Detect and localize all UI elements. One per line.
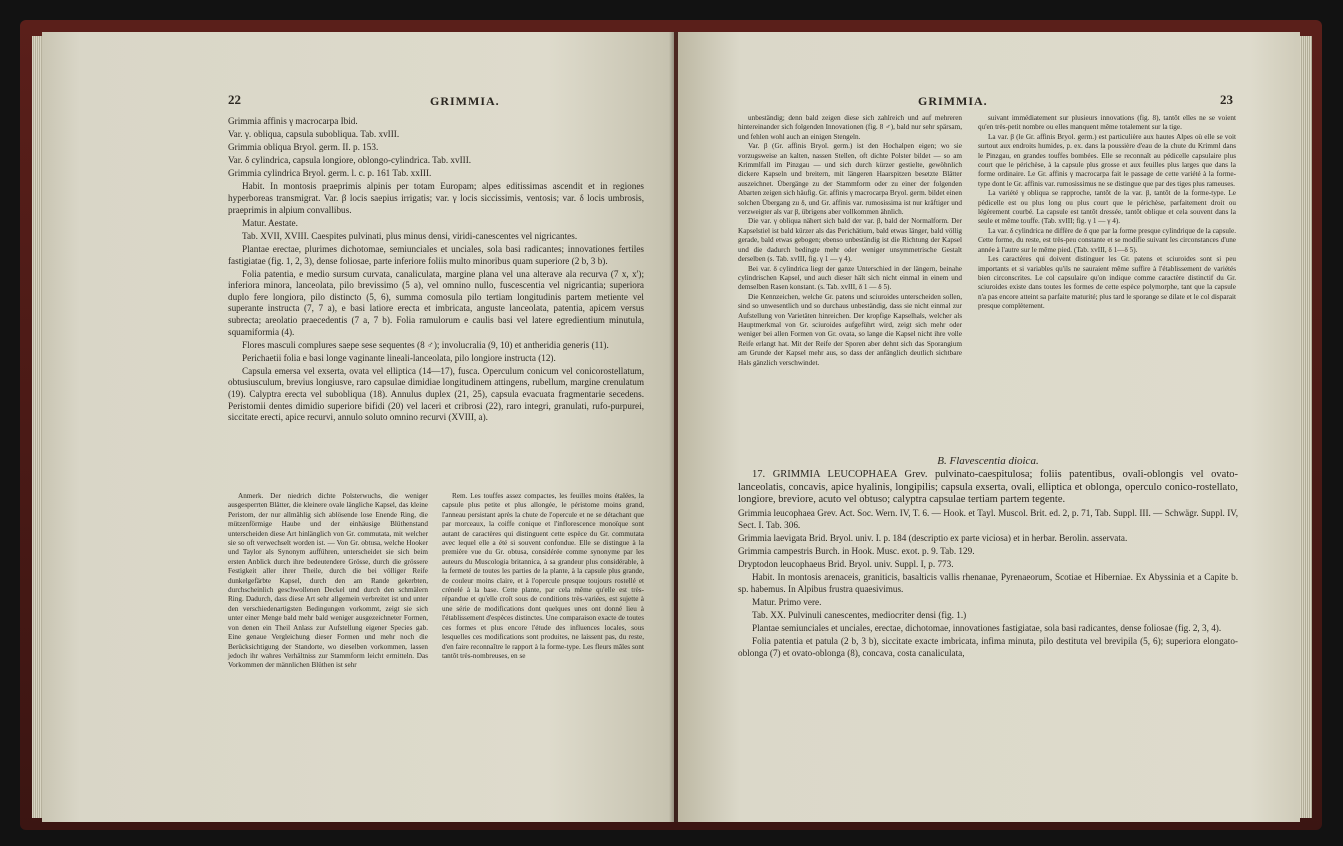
paragraph: Var. γ. obliqua, capsula subobliqua. Tab. xvIII.	[228, 129, 400, 140]
right-species-block	[738, 456, 1238, 661]
paragraph: Grimmia cylindrica Bryol. germ. l. c. p. 161 Tab. xxIII.	[228, 168, 432, 179]
left-page	[42, 32, 674, 822]
paragraph: Capsula emersa vel exserta, ovata vel elliptica (14—17), fusca. Operculum conicum vel conicorostellatum, obtusiusculum, brevius longiusve, raro capsulae dimidiae longitudinem attingens, rubellum, margine crenulatum (19). Calyptra erecta vel subobliqua (18). Annulus duplex (21, 25), capsula evacuata fragmentarie secedens. Peristomii dentes dimidio superiore bifidi (20) vel laceri et cribrosi (22), raro integri, granulati, rufo-purpurei, siccitate erecti, apice recurvi, annulo soluto omnino recurvi (XVIII, a).	[228, 365, 644, 423]
paragraph: Tab. XX. Pulvinuli canescentes, mediocriter densi (fig. 1.)	[752, 609, 967, 620]
section-heading: B. Flavescentia dioica.	[937, 455, 1039, 467]
paragraph: Var. β (Gr. affinis Bryol. germ.) ist den Hochalpen eigen; wo sie vorzugsweise an kalten, nassen Stellen, oft dichte Polster bildet — so am Krimmlfall im Pinzgau — und sich durch kürzer gestielte, gewöhnlich dickere Kapseln und breitern, mit längeren Haarspitzen besetzte Blätter auszeichnet. Übergänge zu der Stammform oder zu einer der folgenden Abarten zeigen sich häufig. Gr. affinis γ macrocarpa Bryol. germ. bildet einen solchen Übergang zu δ, und Gr. affinis var. rumosissima ist nur kräftiger und verzweigter als var β, übrigens aber vollkommen ähnlich.	[738, 142, 962, 217]
paragraph: Grimmia laevigata Brid. Bryol. univ. I. p. 184 (descriptio ex parte viciosa) et in herbar. Berolin. asservata.	[738, 532, 1128, 543]
paragraph: Bei var. δ cylindrica liegt der ganze Unterschied in der längern, beinahe cylindrischen Kapsel, und auch dieser hält sich nicht einmal in einem und demselben Rasen konstant. (s. Tab. xvIII, δ 1 — δ 5).	[738, 264, 962, 292]
paragraph: La var. δ cylindrica ne diffère de δ que par la forme presque cylindrique de la capsule. Cette forme, du reste, est très-peu constante et se modifie suivant les circonstances d'une année à l'autre sur le même pied. (Tab. xvIII, δ 1—δ 5).	[978, 226, 1236, 254]
page-number: 22	[228, 92, 241, 107]
paragraph: Flores masculi complures saepe sese sequentes (8 ♂); involucralia (9, 10) et antheridia generis (11).	[242, 339, 609, 350]
right-col-french	[978, 114, 1236, 312]
note-text: Rem. Les touffes assez compactes, les feuilles moins étalées, la capsule plus petite et plus allongée, le péristome moins grand, l'anneau persistant après la chute de l'opercule et ne se détachant que par morceaux, la coiffe conique et l'inflorescence monoïque sont autant de caractères qui distinguent cette espèce du Gr. commutata avec lequel elle a été si souvent confondue. Elle se distingue à la première vue du Gr. obtusa, considérée comme synonyme par les auteurs du Muscologia britannica, à sa grandeur plus considérable, à la fermeté de toutes les parties de la plante, à la capsule plus grande, de couleur moins claire, et à l'opercule presque toujours rostellé et crénelé à la base. Cette plante, par cela même qu'elle est très-répandue et qu'elle croît sous de conditions très-variées, est sujette à une série de modifications dont quelques unes ont donné lieu à l'établissement d'espèces distinctes. Une comparaison exacte de toutes ces formes et plus encore l'étude des influences locales, sous lesquelles ces modifications sont produites, ne laissent pas, du reste, d'en faire reconnaître le rapport à la forme-type. Les fleurs mâles sont tantôt très-nombreuses, en se	[442, 492, 644, 660]
paragraph: suivant immédiatement sur plusieurs innovations (fig. 8), tantôt elles ne se voient qu'en très-petit nombre ou elles manquent même totalement sur la tige.	[978, 114, 1236, 132]
paragraph: Folia patentia et patula (2 b, 3 b), siccitate exacte imbricata, infima minuta, pilo destituta vel brevipila (5, 6); superiora elongato-oblonga (7) et ovato-oblonga (8), concava, costa canaliculata,	[738, 636, 1238, 658]
paragraph: Die Kennzeichen, welche Gr. patens und sciuroides unterscheiden sollen, sind so unwesentlich und so durchaus unbeständig, dass sie nicht einmal zur Aufstellung von Varietäten hinreichen. Der kropfige Kapselhals, welcher als Hauptmerkmal von Gr. sciuroides aufgeführt wird, zeigt sich mehr oder weniger bei allen Formen von Gr. ovata, so lange die Kapsel nicht ihre volle Reife erlangt hat. Mit der Reife der Sporen aber dehnt sich das Sporangium am Grunde der Kapsel mehr aus, so dass der anfänglich deutlich sichtbare Hals gänzlich verschwindet.	[738, 292, 962, 367]
running-head: GRIMMIA.	[918, 94, 988, 108]
paragraph: unbeständig; denn bald zeigen diese sich zahlreich und auf mehreren hintereinander sich folgenden Innovationen (fig. 8 ♂), bald nur sehr spärsam, und fehlen wohl auch an einigen Stengeln.	[738, 114, 962, 141]
paragraph: La variété γ obliqua se rapproche, tantôt de la var. β, tantôt de la forme-type. Le pédicelle est ou plus long ou plus court que le périchèse, parfaitement droit ou légèrement courbé. La capsule est tantôt dressée, tantôt oblique et cela souvent dans la seule et même touffe. (Tab. xvIII; fig. γ 1 — γ 4).	[978, 189, 1236, 226]
note-french	[442, 492, 644, 661]
running-head: GRIMMIA.	[430, 94, 500, 108]
paragraph: Folia patentia, e medio sursum curvata, canaliculata, margine plana vel una alterave ala recurva (7 x, x'); inferiora minora, lanceolata, pilo brevissimo (5 a), vel omnino nullo, fuscescentia vel nigricantia; superiora duplo fere longiora, pilo distincto (5, 6), summa comosula pilo tertiam longitudinis partem metiente vel superante instructa (7, 7 a), e basi latiore erecta et imbricata, anguste lanceolata, patentia, apicem versus subrecta; areolatio praecedentis (7 a, 7 b). Folia ramulorum e caulis basi vel latere egredientium minutula, squamiformia (4).	[228, 268, 644, 337]
paragraph: Dryptodon leucophaeus Brid. Bryol. univ. Suppl. I, p. 773.	[738, 558, 954, 569]
page-number: 23	[1220, 92, 1233, 107]
paragraph: Matur. Aestate.	[242, 217, 298, 228]
paragraph: Var. δ cylindrica, capsula longiore, oblongo-cylindrica. Tab. xvIII.	[228, 155, 472, 166]
paragraph: Plantae semiunciales et unciales, erectae, dichotomae, innovationes fastigiatae, sola basi radicantes, dense foliosae (fig. 2, 3, 4).	[752, 622, 1222, 633]
paragraph: Tab. XVII, XVIII. Caespites pulvinati, plus minus densi, viridi-canescentes vel nigricantes.	[242, 230, 578, 241]
right-page	[678, 32, 1300, 822]
paragraph: Les caractères qui doivent distinguer les Gr. patens et sciuroides sont si peu importants et si variables qu'ils ne sauraient même suffire à l'établissement de variétés bien circonscrites. Le col capsulaire qu'on indique comme caractère distinctif du Gr. sciuroides existe dans toutes les formes de cette espèce polymorphe, tant que la capsule n'a pas encore atteint sa parfaite maturité; plus tard le sporange se dilate et le col disparait presque complètement.	[978, 255, 1236, 311]
paragraph: Grimmia affinis γ macrocarpa Ibid.	[228, 116, 358, 126]
paragraph: La var. β (le Gr. affinis Bryol. germ.) est particulière aux hautes Alpes où elle se voit surtout aux endroits humides, p. ex. dans la poussière d'eau de la chute du Krimml dans le Pinzgau, en grandes touffes bombées. Elle se reconnaît au pédicelle capsulaire plus court que le périchèse, à la capsule plus grosse et aux feuilles plus larges que dans la forme ordinaire. Le Gr. affinis γ macrocarpa fait le passage de cette variété à la forme-type dont le Gr. affinis var. rumosissimus ne se distingue que par des tiges plus rameuses.	[978, 132, 1236, 188]
paragraph: Perichaetii folia e basi longe vaginante lineali-lanceolata, pilo longiore instructa (12).	[242, 352, 556, 363]
species-heading: 17. GRIMMIA LEUCOPHAEA Grev. pulvinato-caespitulosa; foliis patentibus, ovali-oblongis vel ovato-lanceolatis, concavis, apice hyalinis, longipilis; capsula exserta, ovali, elliptica et oblonga, operculo conico-rostellato, longiore, breviore, acuto vel obtuso; calyptra capsulae tertiam partem tegente.	[738, 469, 1238, 506]
paragraph: Die var. γ obliqua nähert sich bald der var. β, bald der Normalform. Der Kapselstiel ist bald kürzer als das Perichätium, bald etwas länger, bald völlig gerade, bald etwas gebogen; ebenso unbeständig ist die Richtung der Kapsel und die dadurch bedingte mehr oder weniger unsymmetrische Gestalt derselben (s. Tab. xvIII, fig. γ 1 — γ 4).	[738, 217, 962, 264]
note-text: Anmerk. Der niedrich dichte Polsterwuchs, die weniger ausgesperrten Blätter, die kleinere ovale längliche Kapsel, das kleine Peristom, der nur allmählig sich ablösende lose Enende Ring, die mützenförmige Haube und der einhäusige Blüthenstand unterscheiden diese Art hinlänglich von Gr. commutata, mit welcher sie so oft verwechselt worden ist. — Von Gr. obtusa, welche Hooker und Taylor als Synonym aufführen, unterscheidet sie sich beim ersten Anblick durch ihre bedeutendere Grösse, durch die grössere Festigkeit aller ihrer Theile, durch die bei völliger Reife dunkelgefärbte Kapsel, durch den am Rande gekerbten, durchscheinlich geschwollenen Deckel und durch den schmälern Ring. Dadurch, dass diese Art sehr allgemein verbreitet ist und unter den verschiedenartigsten Bedingungen vorkommt, zeigt sie sich unter einer Menge bald mehr bald weniger ausgezeichneter Formen, von denen ein Theil Anlass zur Aufstellung eigener Species gab. Eine genaue Vergleichung dieser Formen und mehr noch die Berücksichtigung der Standorte, wo dieselben vorkommen, lassen jedoch ihr wahres Verhältniss zur Stammform leicht ermitteln. Das Vorkommen der männlichen Blüthen ist sehr	[228, 492, 428, 670]
paragraph: Habit. In montosis arenaceis, graniticis, basalticis vallis rhenanae, Pyrenaeorum, Scotiae et Hiberniae. Ex Abyssinia et a Capite b. sp. habemus. In Alpibus frustra quaesivimus.	[738, 572, 1238, 594]
paragraph: Plantae erectae, plurimes dichotomae, semiunciales et unciales, sola basi radicantes; innovationes fertiles fastigiatae (fig. 1, 2, 3), dense foliosae, parte inferiore foliis multo minoribus quam superiore (2 b, 3 b).	[228, 243, 644, 266]
paragraph: Grimmia obliqua Bryol. germ. II. p. 153.	[228, 142, 379, 153]
left-main-text	[228, 116, 644, 425]
paragraph: Grimmia leucophaea Grev. Act. Soc. Wern. IV, T. 6. — Hook. et Tayl. Muscol. Brit. ed. 2, p. 71, Tab. Suppl. III. — Schwägr. Suppl. IV, Sect. I. Tab. 306.	[738, 508, 1238, 530]
paragraph: Grimmia campestris Burch. in Hook. Musc. exot. p. 9. Tab. 129.	[738, 545, 975, 556]
note-german	[228, 492, 428, 671]
right-col-german	[738, 114, 962, 368]
paragraph: Matur. Primo vere.	[752, 596, 822, 607]
page-edges-right	[1298, 36, 1312, 818]
open-book	[14, 14, 1328, 834]
paragraph: Habit. In montosis praeprimis alpinis per totam Europam; alpes editissimas ascendit et in regiones hyperboreas transmigrat. Var. β locis saepius irrigatis; var. γ locis siccissimis, ventosis; var. δ locis umbrosis, praeprimis in alpium convallibus.	[228, 181, 644, 215]
